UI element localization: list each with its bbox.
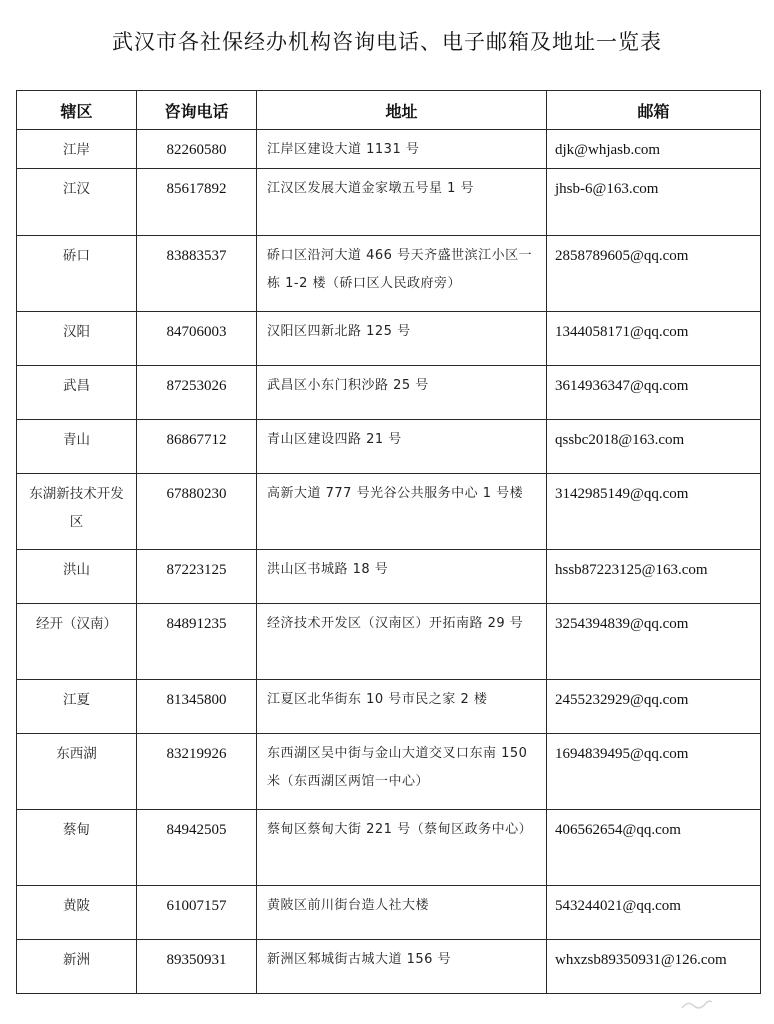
address-cell bbox=[257, 420, 547, 474]
district-cell-text: 江岸 bbox=[63, 142, 90, 158]
address-cell-text: 高新大道 777 号光谷公共服务中心 1 号楼 bbox=[267, 486, 524, 501]
district-cell-text: 东西湖 bbox=[56, 746, 97, 762]
address-cell bbox=[257, 312, 547, 366]
district-cell bbox=[17, 474, 137, 550]
email-cell bbox=[547, 474, 761, 550]
phone-cell-text: 84891235 bbox=[166, 616, 227, 632]
district-cell bbox=[17, 130, 137, 169]
address-cell-text: 江夏区北华街东 10 号市民之家 2 楼 bbox=[267, 692, 488, 707]
email-cell-text: hssb87223125@163.com bbox=[555, 562, 708, 578]
email-cell-text: 1344058171@qq.com bbox=[555, 324, 689, 340]
address-cell bbox=[257, 474, 547, 550]
email-cell bbox=[547, 734, 761, 810]
address-cell bbox=[257, 169, 547, 236]
district-cell-text: 蔡甸 bbox=[63, 822, 90, 838]
phone-cell-text: 81345800 bbox=[166, 692, 227, 708]
address-cell bbox=[257, 236, 547, 312]
district-cell bbox=[17, 810, 137, 886]
email-cell bbox=[547, 940, 761, 994]
phone-cell-text: 85617892 bbox=[166, 181, 227, 197]
district-cell-text: 洪山 bbox=[63, 562, 90, 578]
district-cell bbox=[17, 366, 137, 420]
email-cell-text: 1694839495@qq.com bbox=[555, 746, 689, 762]
district-cell-text: 江夏 bbox=[63, 692, 90, 708]
phone-cell-text: 86867712 bbox=[166, 432, 227, 448]
district-cell bbox=[17, 420, 137, 474]
district-cell bbox=[17, 604, 137, 680]
email-cell-text: jhsb-6@163.com bbox=[555, 181, 659, 197]
phone-cell bbox=[137, 366, 257, 420]
email-cell bbox=[547, 604, 761, 680]
address-cell bbox=[257, 130, 547, 169]
email-cell-text: 3614936347@qq.com bbox=[555, 378, 689, 394]
contact-table bbox=[16, 90, 761, 994]
phone-cell bbox=[137, 734, 257, 810]
email-cell-text: whxzsb89350931@126.com bbox=[555, 952, 727, 968]
phone-cell bbox=[137, 550, 257, 604]
table-body bbox=[17, 130, 761, 994]
email-cell-text: 2455232929@qq.com bbox=[555, 692, 689, 708]
table-header-row bbox=[17, 91, 761, 130]
phone-cell bbox=[137, 236, 257, 312]
address-cell bbox=[257, 940, 547, 994]
header-address: 地址 bbox=[257, 91, 547, 130]
district-cell-text: 经开（汉南） bbox=[36, 616, 117, 632]
email-cell bbox=[547, 550, 761, 604]
phone-cell bbox=[137, 169, 257, 236]
address-cell bbox=[257, 810, 547, 886]
email-cell bbox=[547, 680, 761, 734]
table-row bbox=[17, 810, 761, 886]
email-cell bbox=[547, 312, 761, 366]
district-cell bbox=[17, 169, 137, 236]
email-cell bbox=[547, 366, 761, 420]
district-cell bbox=[17, 236, 137, 312]
email-cell-text: 543244021@qq.com bbox=[555, 898, 681, 914]
phone-cell-text: 84706003 bbox=[166, 324, 227, 340]
address-cell-text: 洪山区书城路 18 号 bbox=[267, 562, 389, 577]
table-row bbox=[17, 886, 761, 940]
phone-cell bbox=[137, 420, 257, 474]
header-phone: 咨询电话 bbox=[137, 91, 257, 130]
phone-cell-text: 83883537 bbox=[166, 248, 227, 264]
district-cell-text: 新洲 bbox=[63, 952, 90, 968]
phone-cell bbox=[137, 886, 257, 940]
table-row bbox=[17, 474, 761, 550]
address-cell bbox=[257, 366, 547, 420]
address-cell-text: 黄陂区前川街台造人社大楼 bbox=[267, 898, 430, 913]
district-cell bbox=[17, 312, 137, 366]
phone-cell bbox=[137, 810, 257, 886]
table-row bbox=[17, 734, 761, 810]
district-cell-text: 硚口 bbox=[63, 248, 90, 264]
table-row bbox=[17, 940, 761, 994]
phone-cell-text: 83219926 bbox=[166, 746, 227, 762]
table-row bbox=[17, 680, 761, 734]
table-row bbox=[17, 312, 761, 366]
address-cell bbox=[257, 734, 547, 810]
page-title: 武汉市各社保经办机构咨询电话、电子邮箱及地址一览表 bbox=[112, 30, 662, 54]
address-cell-text: 新洲区邾城街古城大道 156 号 bbox=[267, 952, 452, 967]
email-cell-text: qssbc2018@163.com bbox=[555, 432, 685, 448]
email-cell-text: 2858789605@qq.com bbox=[555, 248, 689, 264]
email-cell bbox=[547, 236, 761, 312]
email-cell-text: djk@whjasb.com bbox=[555, 142, 661, 158]
district-cell-text: 汉阳 bbox=[63, 324, 90, 340]
table-row bbox=[17, 550, 761, 604]
phone-cell bbox=[137, 680, 257, 734]
phone-cell bbox=[137, 474, 257, 550]
phone-cell bbox=[137, 312, 257, 366]
district-cell bbox=[17, 550, 137, 604]
watermark-logo-icon bbox=[680, 998, 714, 1012]
address-cell bbox=[257, 604, 547, 680]
address-cell bbox=[257, 680, 547, 734]
address-cell bbox=[257, 886, 547, 940]
phone-cell-text: 89350931 bbox=[166, 952, 227, 968]
email-cell-text: 3254394839@qq.com bbox=[555, 616, 689, 632]
district-cell-text: 黄陂 bbox=[63, 898, 90, 914]
table-row bbox=[17, 420, 761, 474]
district-cell-text: 青山 bbox=[63, 432, 90, 448]
header-email: 邮箱 bbox=[547, 91, 761, 130]
district-cell bbox=[17, 886, 137, 940]
email-cell bbox=[547, 886, 761, 940]
table-row bbox=[17, 236, 761, 312]
address-cell-text: 经济技术开发区（汉南区）开拓南路 29 号 bbox=[267, 616, 524, 631]
phone-cell bbox=[137, 130, 257, 169]
district-cell-text: 武昌 bbox=[63, 378, 90, 394]
phone-cell-text: 87223125 bbox=[166, 562, 227, 578]
header-district: 辖区 bbox=[17, 91, 137, 130]
district-cell bbox=[17, 940, 137, 994]
phone-cell bbox=[137, 940, 257, 994]
address-cell-text: 武昌区小东门积沙路 25 号 bbox=[267, 378, 429, 393]
address-cell-text: 江岸区建设大道 1131 号 bbox=[267, 142, 420, 157]
phone-cell-text: 82260580 bbox=[166, 142, 227, 158]
email-cell bbox=[547, 130, 761, 169]
address-cell-text: 蔡甸区蔡甸大街 221 号（蔡甸区政务中心） bbox=[267, 822, 533, 837]
address-cell-text: 东西湖区吴中街与金山大道交叉口东南 150 米（东西湖区两馆一中心） bbox=[267, 746, 528, 789]
phone-cell-text: 61007157 bbox=[166, 898, 227, 914]
phone-cell-text: 87253026 bbox=[166, 378, 227, 394]
address-cell-text: 青山区建设四路 21 号 bbox=[267, 432, 402, 447]
district-cell bbox=[17, 734, 137, 810]
address-cell-text: 汉阳区四新北路 125 号 bbox=[267, 324, 411, 339]
email-cell bbox=[547, 420, 761, 474]
address-cell bbox=[257, 550, 547, 604]
district-cell-text: 东湖新技术开发区 bbox=[29, 486, 124, 530]
phone-cell-text: 67880230 bbox=[166, 486, 227, 502]
email-cell-text: 3142985149@qq.com bbox=[555, 486, 689, 502]
district-cell-text: 江汉 bbox=[63, 181, 90, 197]
address-cell-text: 江汉区发展大道金家墩五号星 1 号 bbox=[267, 181, 475, 196]
email-cell bbox=[547, 810, 761, 886]
email-cell-text: 406562654@qq.com bbox=[555, 822, 681, 838]
phone-cell-text: 84942505 bbox=[166, 822, 227, 838]
address-cell-text: 硚口区沿河大道 466 号天齐盛世滨江小区一栋 1-2 楼（硚口区人民政府旁） bbox=[267, 248, 533, 291]
phone-cell bbox=[137, 604, 257, 680]
table-row bbox=[17, 169, 761, 236]
district-cell bbox=[17, 680, 137, 734]
email-cell bbox=[547, 169, 761, 236]
table-row bbox=[17, 366, 761, 420]
table-row bbox=[17, 604, 761, 680]
table-row bbox=[17, 130, 761, 169]
